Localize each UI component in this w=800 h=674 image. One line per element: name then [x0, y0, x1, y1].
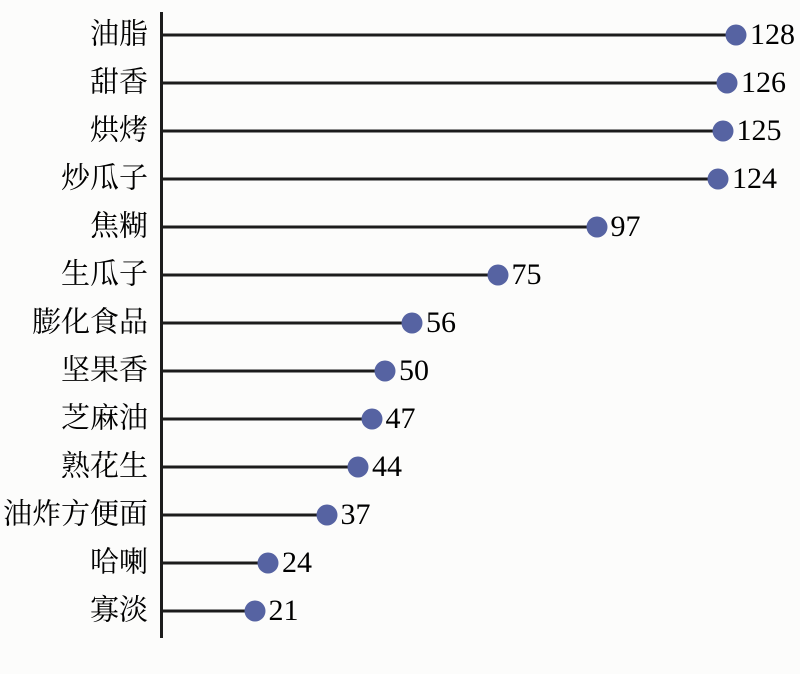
- value-label: 44: [372, 450, 402, 483]
- stem-line: [160, 514, 327, 517]
- data-point-dot: [375, 361, 396, 382]
- data-point-dot: [348, 457, 369, 478]
- data-point-dot: [258, 553, 279, 574]
- data-point-dot: [316, 505, 337, 526]
- category-label: 油脂: [89, 18, 148, 51]
- category-label: 坚果香: [60, 354, 148, 387]
- category-label: 芝麻油: [60, 402, 148, 435]
- stem-line: [160, 466, 358, 469]
- stem-line: [160, 226, 597, 229]
- category-label: 哈喇: [89, 546, 148, 579]
- category-label: 焦糊: [89, 210, 148, 243]
- stem-line: [160, 34, 736, 37]
- value-label: 24: [282, 546, 312, 579]
- category-label: 生瓜子: [60, 258, 148, 291]
- data-point-dot: [487, 265, 508, 286]
- data-point-dot: [361, 409, 382, 430]
- stem-line: [160, 82, 727, 85]
- category-label: 熟花生: [60, 450, 148, 483]
- data-point-dot: [402, 313, 423, 334]
- stem-line: [160, 130, 723, 133]
- category-label: 甜香: [89, 66, 148, 99]
- category-label: 油炸方便面: [2, 498, 148, 531]
- category-label: 寡淡: [89, 594, 148, 627]
- data-point-dot: [708, 169, 729, 190]
- stem-line: [160, 610, 255, 613]
- y-axis-line: [160, 12, 163, 638]
- value-label: 97: [610, 210, 641, 243]
- data-point-dot: [717, 73, 738, 94]
- value-label: 126: [741, 66, 786, 99]
- stem-line: [160, 418, 372, 421]
- stem-line: [160, 562, 268, 565]
- data-point-dot: [244, 601, 265, 622]
- value-label: 75: [511, 258, 542, 291]
- value-label: 128: [750, 18, 795, 51]
- value-label: 47: [385, 402, 416, 435]
- data-point-dot: [726, 25, 747, 46]
- category-label: 烘烤: [89, 114, 148, 147]
- stem-line: [160, 274, 498, 277]
- value-label: 50: [399, 354, 429, 387]
- value-label: 21: [268, 594, 299, 627]
- value-label: 37: [340, 498, 371, 531]
- category-label: 炒瓜子: [60, 162, 148, 195]
- stem-line: [160, 322, 412, 325]
- stem-line: [160, 178, 718, 181]
- data-point-dot: [712, 121, 733, 142]
- value-label: 125: [736, 114, 782, 147]
- stem-line: [160, 370, 385, 373]
- value-label: 124: [732, 162, 777, 195]
- data-point-dot: [586, 217, 607, 238]
- category-label: 膨化食品: [31, 306, 148, 339]
- value-label: 56: [426, 306, 456, 339]
